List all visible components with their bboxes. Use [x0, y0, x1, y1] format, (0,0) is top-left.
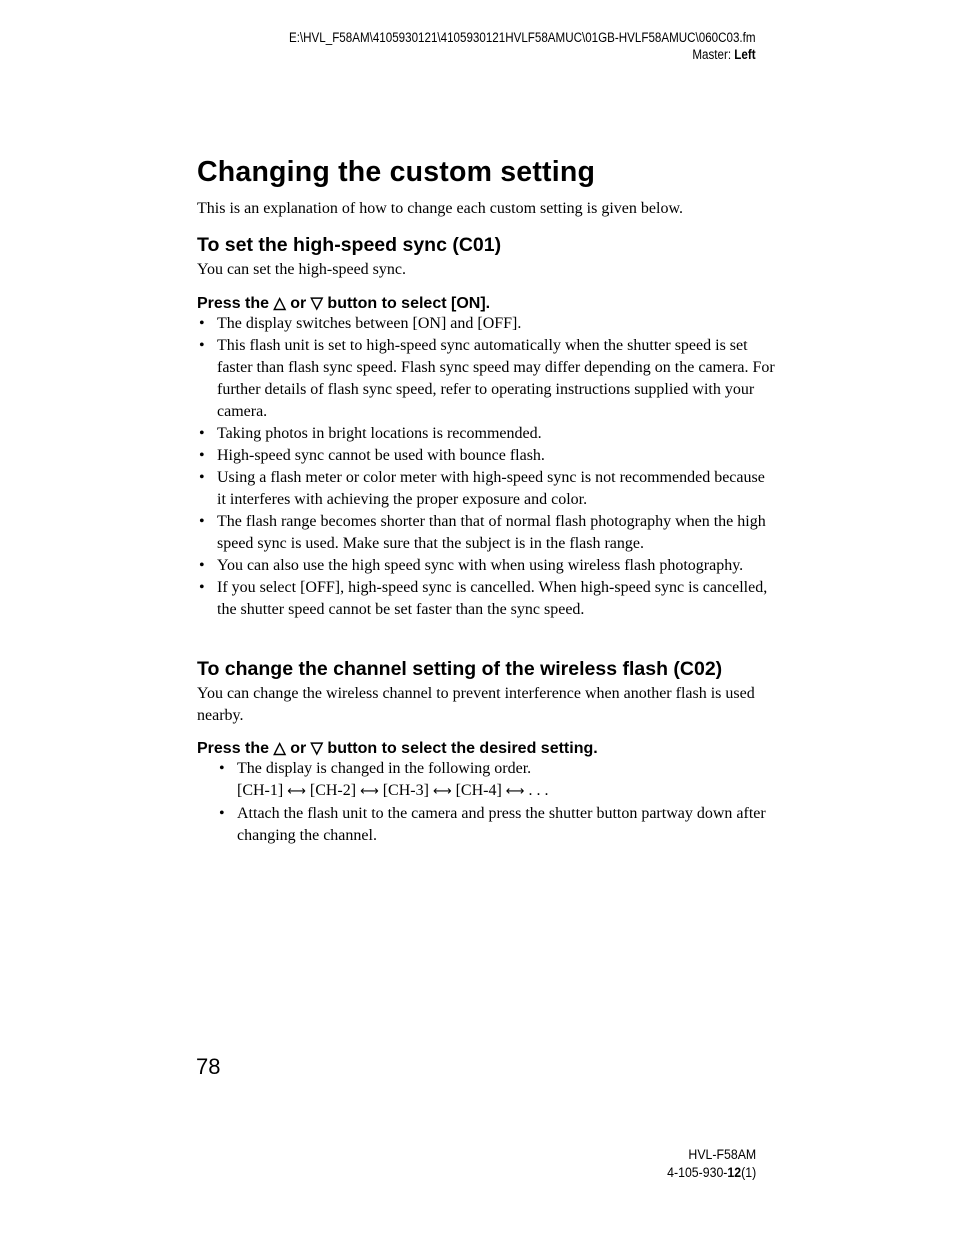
- part-code: [667, 1163, 756, 1181]
- file-path: E:\HVL_F58AM\4105930121\4105930121HVLF58AMUC\01GB-HVLF58AMUC\060C03.fm: [289, 30, 756, 45]
- channel-2: [CH-2]: [309, 782, 357, 799]
- section1-desc: You can set the high-speed sync.: [197, 261, 407, 278]
- page-number: 78: [196, 1054, 221, 1079]
- page-title: Changing the custom setting: [197, 156, 596, 188]
- section2-desc: You can change the wireless channel to prevent interference when another flash is used nearby.: [197, 685, 755, 724]
- list-item: [197, 758, 777, 803]
- list-item: • Using a flash meter or color meter with high-speed sync is not recommended because it interferes with achieving the proper exposure and color.: [197, 467, 777, 511]
- ellipsis: . . .: [528, 782, 549, 799]
- footer: [667, 1145, 756, 1181]
- double-arrow-icon: ⟷: [287, 784, 306, 799]
- channel-4: [CH-4]: [455, 782, 502, 799]
- double-arrow-icon: ⟷: [360, 784, 379, 799]
- master-value: Left: [734, 47, 756, 62]
- master-label: Master:: [692, 47, 735, 62]
- order-intro: The display is changed in the following order.: [237, 760, 532, 777]
- list-item: • Taking photos in bright locations is recommended.: [197, 423, 777, 445]
- part-code-suffix: (1): [740, 1164, 756, 1180]
- master-line: [289, 46, 756, 63]
- list-item: • You can also use the high speed sync with when using wireless flash photography.: [197, 555, 777, 577]
- file-header: [289, 29, 756, 63]
- part-code-prefix: 4-105-930-: [666, 1164, 728, 1180]
- channel-order: [237, 782, 548, 799]
- section2-bullets: [197, 758, 777, 847]
- double-arrow-icon: ⟷: [432, 784, 452, 799]
- list-item: • This flash unit is set to high-speed sync automatically when the shutter speed is set faster than flash sync speed. Flash sync speed may differ depending on the camera. For further details of flash sync speed, refer to operating instructions supplied with your camera.: [197, 335, 777, 423]
- channel-3: [CH-3]: [382, 782, 429, 799]
- model-name: HVL-F58AM: [688, 1146, 756, 1162]
- double-arrow-icon: ⟷: [505, 784, 525, 799]
- list-item: • The display switches between [ON] and [OFF].: [197, 313, 777, 335]
- section2-heading: To change the channel setting of the wireless flash (C02): [197, 658, 723, 680]
- section1-heading: To set the high-speed sync (C01): [197, 234, 502, 256]
- section2-step: Press the △ or ▽ button to select the desired setting.: [197, 740, 598, 757]
- list-item: • Attach the flash unit to the camera and press the shutter button partway down after changing the channel.: [197, 803, 777, 847]
- channel-1: [CH-1]: [237, 782, 284, 799]
- intro-text: This is an explanation of how to change each custom setting is given below.: [197, 200, 683, 217]
- list-item: • If you select [OFF], high-speed sync is cancelled. When high-speed sync is cancelled, the shutter speed cannot be set faster than the sync speed.: [197, 577, 777, 621]
- list-item: • The flash range becomes shorter than that of normal flash photography when the high speed sync is used. Make sure that the subject is in the flash range.: [197, 511, 777, 555]
- list-item: • High-speed sync cannot be used with bounce flash.: [197, 445, 777, 467]
- section1-bullets: [197, 313, 777, 621]
- part-code-revision: 12: [727, 1164, 741, 1180]
- section1-step: Press the △ or ▽ button to select [ON].: [197, 295, 491, 312]
